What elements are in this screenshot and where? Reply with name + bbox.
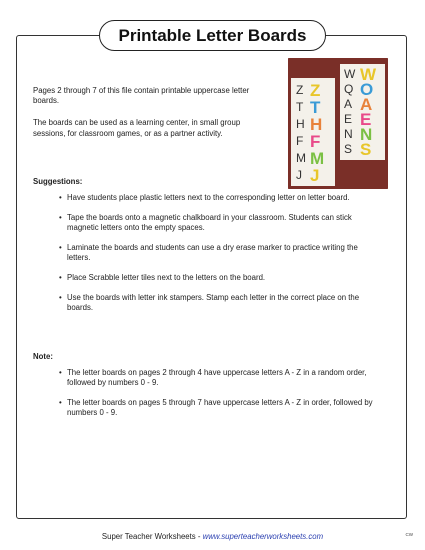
footer-site-name: Super Teacher Worksheets - [101,532,203,541]
list-item: • The letter boards on pages 5 through 7 have uppercase letters A - Z in order, followed by numbers 0 - 9. [59,398,379,418]
plastic-letter: H [310,115,323,134]
intro-section [33,86,273,151]
list-item: • Tape the boards onto a magnetic chalkboard in your classroom. Students can stick magnetic letters onto the empty spaces. [59,213,379,233]
board-letter: J [296,168,302,182]
board-letter: F [296,134,304,148]
plastic-letter: E [360,110,372,129]
board-letter: T [296,100,304,114]
plastic-letter: F [310,132,321,151]
intro-paragraph-2: The boards can be used as a learning center, in small group sessions, for classroom games, or as a partner activity. [33,118,241,138]
list-item: • The letter boards on pages 2 through 4 have uppercase letters A - Z in a random order, followed by numbers 0 - 9. [59,368,379,388]
plastic-letter: Z [310,81,321,100]
plastic-letter: T [310,98,321,117]
note-list [59,368,379,428]
note-heading: Note: [33,352,53,361]
plastic-letter: J [310,166,320,185]
board-letter: N [344,127,353,141]
board-letter: Q [344,82,354,96]
plastic-letter: M [310,149,325,168]
board-letter: E [344,112,353,126]
corner-mark: CW [405,532,413,537]
plastic-letter: W [360,65,377,84]
intro-paragraph-1: Pages 2 through 7 of this file contain printable uppercase letter boards. [33,86,250,106]
letter-board-photo-illustration [288,58,388,189]
plastic-letter: S [360,140,372,159]
list-item: • Use the boards with letter ink stampers. Stamp each letter in the correct place on the boards. [59,293,379,313]
footer-url-link[interactable]: www.superteacherworksheets.com [202,532,324,541]
footer [0,532,425,541]
list-item: • Laminate the boards and students can use a dry erase marker to practice writing the letters. [59,243,379,263]
plastic-letter: N [360,125,373,144]
board-letter: S [344,142,353,156]
board-letter: A [344,97,353,111]
board-letter: H [296,117,305,131]
board-letter: M [296,151,306,165]
list-item: • Have students place plastic letters next to the corresponding letter on letter board. [59,193,379,203]
suggestions-heading: Suggestions: [33,177,83,186]
suggestions-list [59,193,379,323]
board-letter: Z [296,83,304,97]
board-letter: W [344,67,356,81]
plastic-letter: O [360,80,374,99]
page-title: Printable Letter Boards [99,20,326,51]
list-item: • Place Scrabble letter tiles next to the letters on the board. [59,273,379,283]
plastic-letter: A [360,95,373,114]
letter-board-photo [288,58,388,189]
